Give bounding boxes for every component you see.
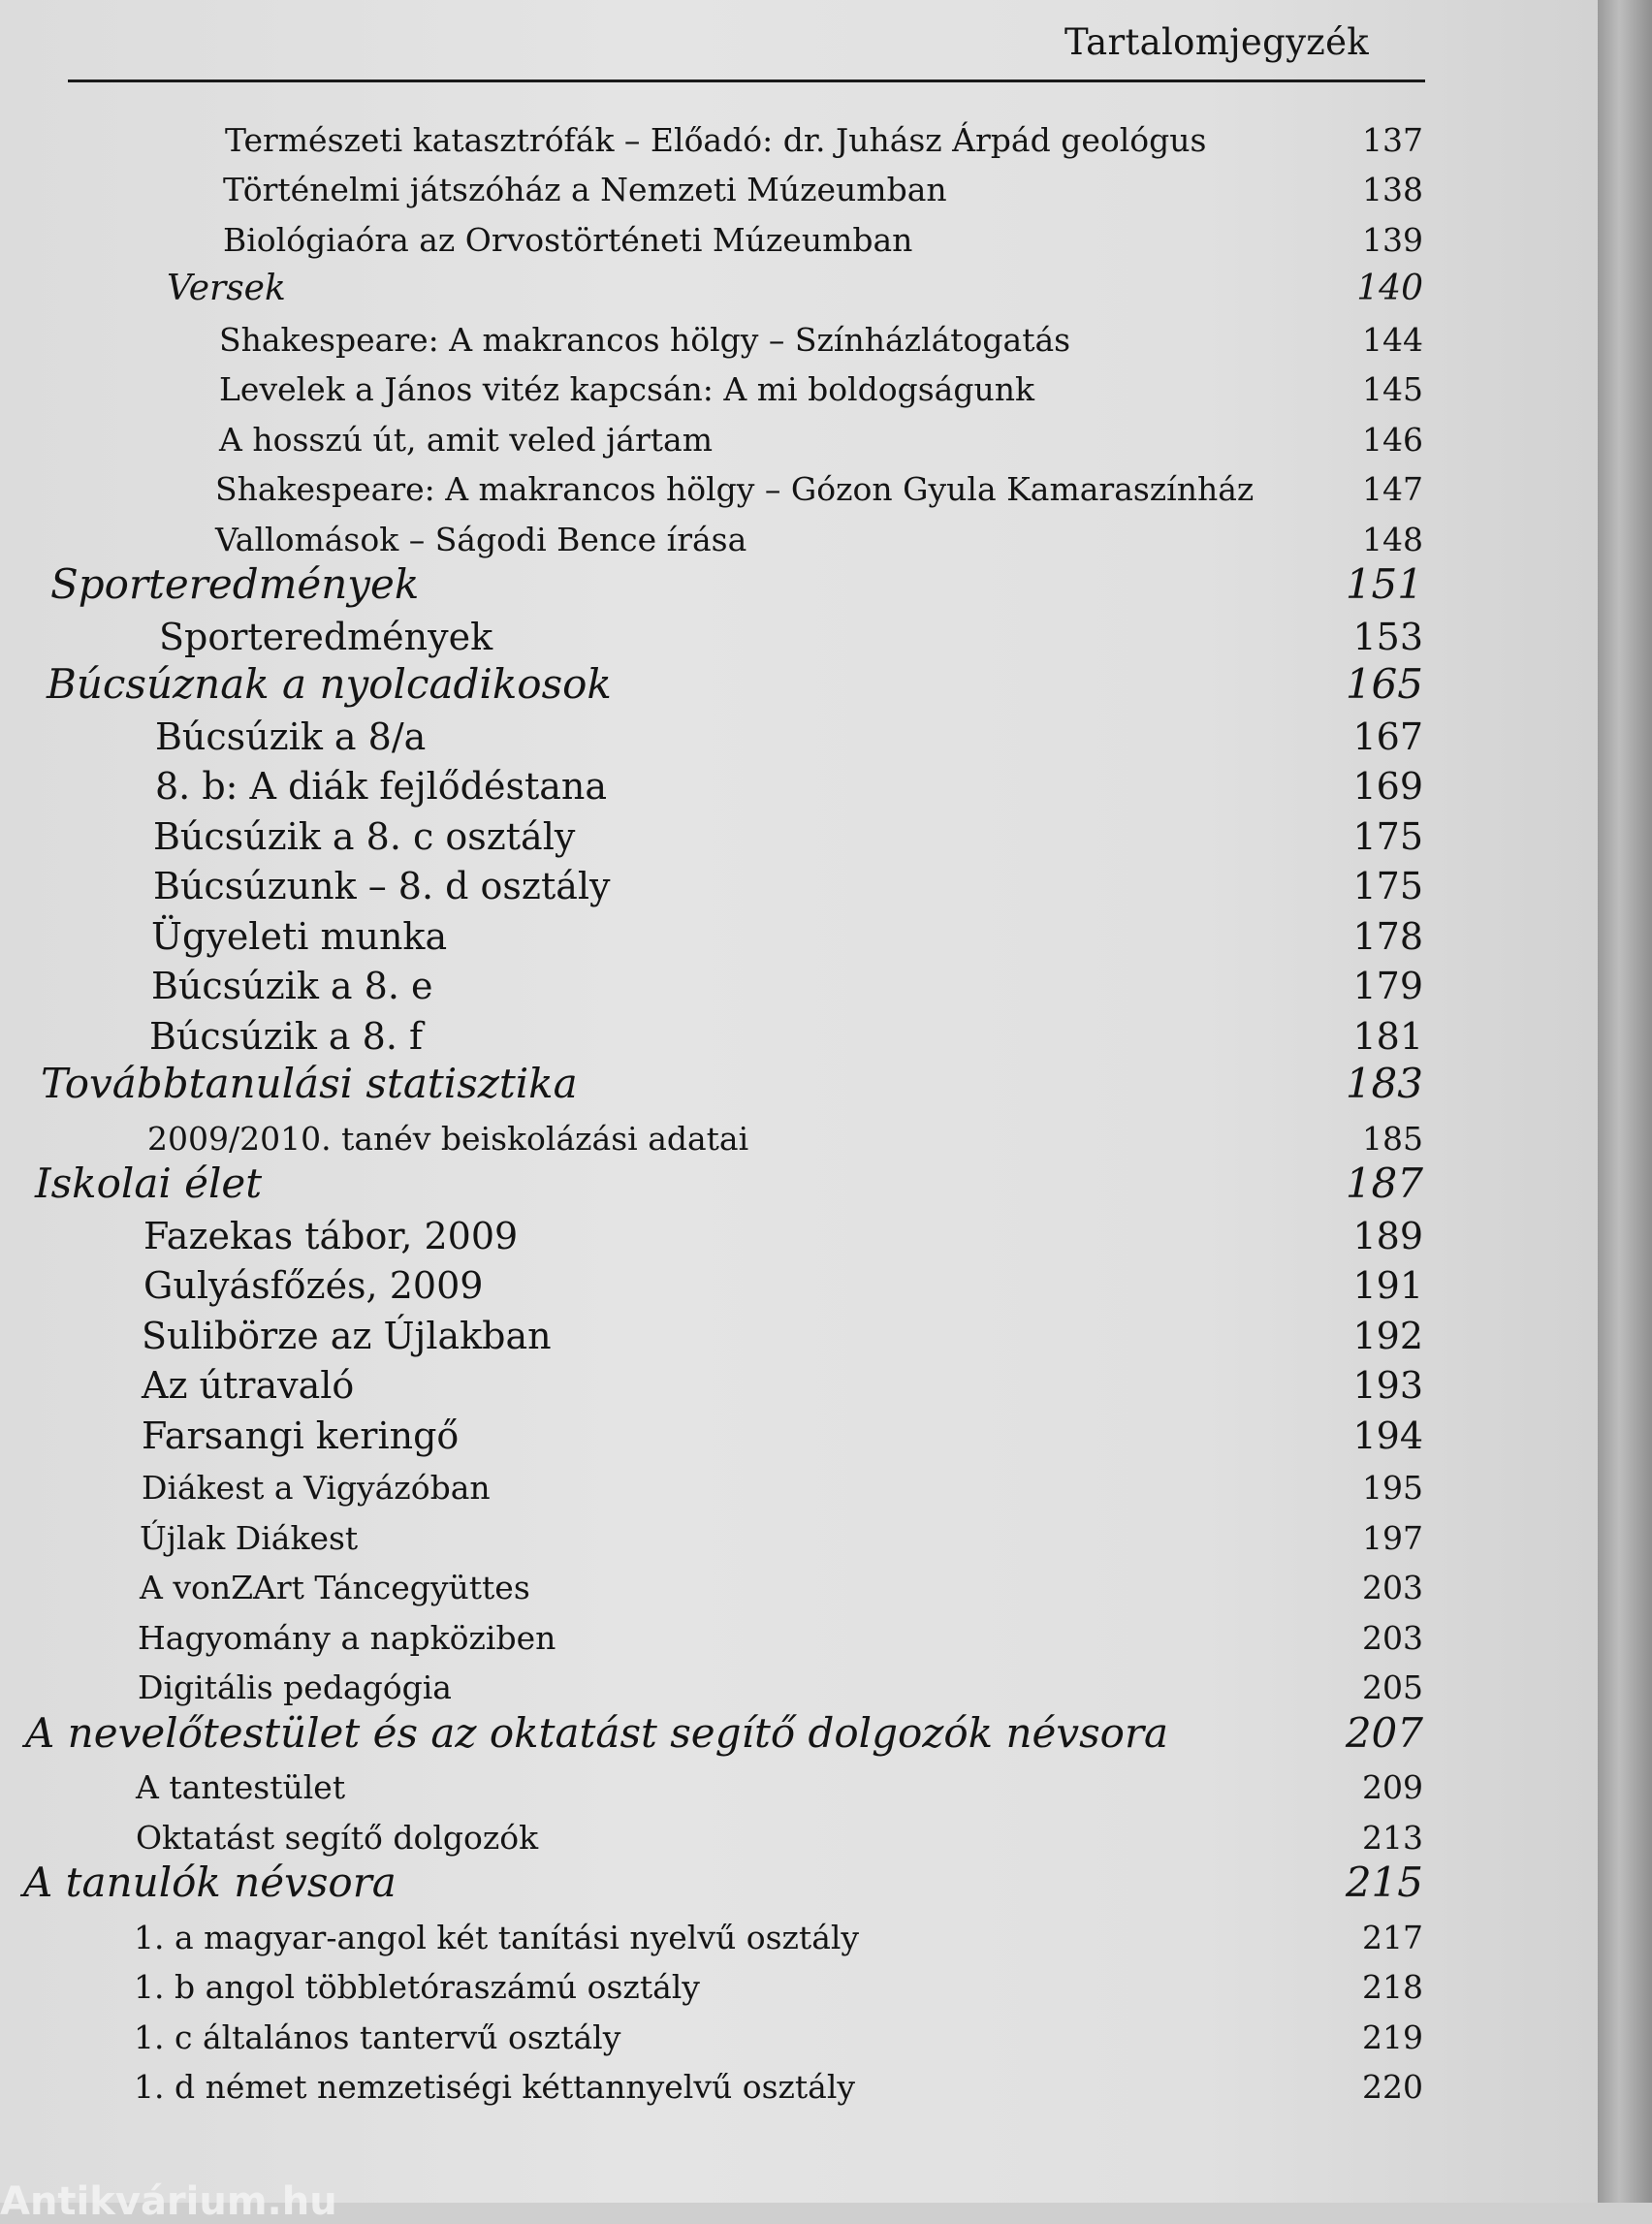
toc-entry-page: 203 — [1362, 1569, 1423, 1606]
toc-entry-page: 153 — [1352, 615, 1423, 658]
toc-entry-page: 181 — [1352, 1014, 1423, 1058]
toc-entry-title: A tantestület — [136, 1768, 346, 1806]
toc-entry-page: 195 — [1362, 1469, 1423, 1507]
watermark: Antikvárium.hu — [0, 2179, 337, 2224]
toc-entry — [0, 864, 1435, 914]
toc-entry-page: 205 — [1362, 1668, 1423, 1706]
toc-entry-title: Shakespeare: A makrancos hölgy – Színházlátogatás — [219, 320, 1071, 359]
toc-entry-page: 203 — [1362, 1618, 1423, 1657]
toc-entry-title: Oktatást segítő dolgozók — [136, 1818, 539, 1857]
toc-entry — [0, 365, 1435, 415]
toc-entry — [0, 813, 1435, 864]
toc-entry-page: 207 — [1345, 1708, 1423, 1757]
toc-entry-page: 193 — [1352, 1364, 1423, 1407]
toc-entry — [0, 464, 1435, 515]
toc-entry-title: A tanulók névsora — [23, 1859, 397, 1906]
toc-entry — [0, 1060, 1435, 1114]
toc-entry-title: 8. b: A diák fejlődéstana — [155, 765, 608, 808]
toc-entry — [0, 2062, 1435, 2113]
toc-entry-title: Versek — [167, 269, 286, 308]
toc-entry — [0, 1612, 1435, 1663]
toc-entry-title: Búcsúzik a 8. f — [149, 1014, 424, 1058]
toc-entry-page: 144 — [1362, 320, 1423, 359]
header-rule — [68, 79, 1425, 82]
toc-entry-page: 218 — [1362, 1968, 1423, 2006]
toc-entry-page: 189 — [1352, 1214, 1423, 1257]
toc-entry-page: 146 — [1362, 420, 1423, 459]
toc-entry-page: 219 — [1362, 2017, 1423, 2056]
toc-entry-title: Sulibörze az Újlakban — [142, 1314, 552, 1357]
toc-entry-title: Történelmi játszóház a Nemzeti Múzeumban — [223, 171, 947, 208]
toc-entry-title: 1. a magyar-angol két tanítási nyelvű osztály — [134, 1918, 860, 1956]
toc-entry-title: A hosszú út, amit veled jártam — [219, 420, 713, 459]
toc-entry-title: Búcsúznak a nyolcadikosok — [47, 660, 612, 708]
toc-entry-title: Sporteredmények — [159, 615, 493, 658]
toc-entry — [0, 1512, 1435, 1563]
toc-entry-page: 165 — [1345, 660, 1423, 708]
toc-entry-page: 148 — [1362, 520, 1423, 558]
toc-entry-page: 191 — [1352, 1264, 1423, 1307]
toc-entry-title: Gulyásfőzés, 2009 — [143, 1264, 484, 1307]
toc-entry — [0, 265, 1435, 315]
toc-entry-title: Búcsúzik a 8/a — [155, 715, 427, 758]
toc-entry-title: Vallomások – Ságodi Bence írása — [215, 520, 747, 558]
toc-entry — [0, 1663, 1435, 1713]
toc-entry — [0, 314, 1435, 365]
toc-entry — [0, 1160, 1435, 1214]
toc-entry — [0, 1708, 1435, 1763]
book-page-edge — [1598, 0, 1652, 2203]
toc-entry — [0, 1013, 1435, 1064]
toc-entry-title: Shakespeare: A makrancos hölgy – Gózon Gyula Kamaraszínház — [215, 470, 1255, 508]
toc-entry-page: 197 — [1362, 1518, 1423, 1557]
toc-entry-title: 1. b angol többletóraszámú osztály — [134, 1968, 700, 2006]
toc-entry — [0, 214, 1435, 265]
toc-entry-title: Búcsúzik a 8. e — [151, 965, 433, 1007]
toc-entry-title: Biológiaóra az Orvostörténeti Múzeumban — [223, 220, 913, 259]
toc-entry — [0, 1859, 1435, 1913]
toc-entry-page: 179 — [1352, 965, 1423, 1007]
toc-entry-title: Az útravaló — [142, 1364, 355, 1407]
toc-entry — [0, 1912, 1435, 1962]
toc-entry-title: Természeti katasztrófák – Előadó: dr. Juhász Árpád geológus — [225, 120, 1207, 159]
toc-entry — [0, 1113, 1435, 1163]
toc-entry — [0, 114, 1435, 165]
toc-entry-page: 194 — [1352, 1414, 1423, 1457]
toc-entry-title: Továbbtanulási statisztika — [41, 1060, 578, 1107]
toc-entry-title: Iskolai élet — [35, 1160, 263, 1207]
toc-entry-page: 217 — [1362, 1918, 1423, 1956]
toc-entry-page: 140 — [1356, 269, 1423, 308]
toc-entry-page: 213 — [1362, 1818, 1423, 1857]
toc-entry — [0, 1463, 1435, 1513]
toc-entry-title: 1. c általános tantervű osztály — [134, 2017, 621, 2056]
toc-entry-page: 187 — [1345, 1160, 1423, 1207]
toc-entry — [0, 1413, 1435, 1463]
toc-entry-page: 192 — [1352, 1314, 1423, 1357]
toc-entry-title: Újlak Diákest — [140, 1518, 359, 1557]
toc-entry-page: 209 — [1362, 1768, 1423, 1806]
toc-entry-page: 137 — [1362, 120, 1423, 159]
toc-entry — [0, 764, 1435, 814]
toc-entry-page: 145 — [1362, 370, 1423, 408]
toc-entry — [0, 1363, 1435, 1414]
toc-entry-page: 183 — [1345, 1060, 1423, 1107]
toc-entry-page: 169 — [1352, 765, 1423, 808]
toc-entry — [0, 2012, 1435, 2062]
toc-entry — [0, 1263, 1435, 1314]
toc-entry-page: 220 — [1362, 2068, 1423, 2106]
table-of-contents — [0, 114, 1435, 2112]
toc-entry-page: 139 — [1362, 220, 1423, 259]
toc-entry-title: Diákest a Vigyázóban — [142, 1469, 491, 1507]
toc-entry-title: Búcsúzik a 8. c osztály — [153, 814, 576, 858]
toc-entry-page: 175 — [1352, 814, 1423, 858]
toc-entry — [0, 913, 1435, 964]
toc-entry — [0, 414, 1435, 464]
toc-entry — [0, 165, 1435, 215]
toc-entry-title: Sporteredmények — [50, 560, 420, 608]
toc-entry-title: Búcsúzunk – 8. d osztály — [153, 865, 611, 907]
toc-entry-title: Levelek a János vitéz kapcsán: A mi boldogságunk — [219, 370, 1034, 408]
toc-entry — [0, 714, 1435, 764]
toc-entry — [0, 1812, 1435, 1862]
toc-entry-page: 185 — [1362, 1119, 1423, 1158]
running-head-title: Tartalomjegyzék — [1064, 21, 1369, 63]
toc-entry-page: 147 — [1362, 470, 1423, 508]
toc-entry-page: 167 — [1352, 715, 1423, 758]
toc-entry — [0, 560, 1435, 615]
toc-entry — [0, 514, 1435, 564]
toc-entry-title: Fazekas tábor, 2009 — [143, 1214, 519, 1257]
toc-entry-page: 178 — [1352, 914, 1423, 958]
toc-entry — [0, 964, 1435, 1014]
toc-entry-title: A nevelőtestület és az oktatást segítő dolgozók névsora — [25, 1708, 1169, 1757]
toc-entry-title: 2009/2010. tanév beiskolázási adatai — [147, 1119, 749, 1158]
toc-entry-title: 1. d német nemzetiségi kéttannyelvű osztály — [134, 2068, 856, 2106]
toc-entry-page: 138 — [1362, 171, 1423, 208]
toc-entry — [0, 660, 1435, 715]
toc-entry-page: 175 — [1352, 865, 1423, 907]
toc-entry — [0, 1313, 1435, 1363]
toc-entry — [0, 614, 1435, 664]
toc-entry — [0, 1213, 1435, 1263]
toc-entry-page: 215 — [1345, 1859, 1423, 1906]
toc-entry-title: Ügyeleti munka — [151, 914, 448, 958]
toc-entry — [0, 1763, 1435, 1813]
toc-entry-title: Digitális pedagógia — [138, 1668, 452, 1706]
toc-entry-title: Farsangi keringő — [142, 1414, 460, 1457]
toc-entry — [0, 1962, 1435, 2013]
toc-entry — [0, 1563, 1435, 1613]
toc-entry-page: 151 — [1345, 560, 1423, 608]
toc-entry-title: A vonZArt Táncegyüttes — [140, 1569, 530, 1606]
toc-entry-title: Hagyomány a napköziben — [138, 1618, 556, 1657]
